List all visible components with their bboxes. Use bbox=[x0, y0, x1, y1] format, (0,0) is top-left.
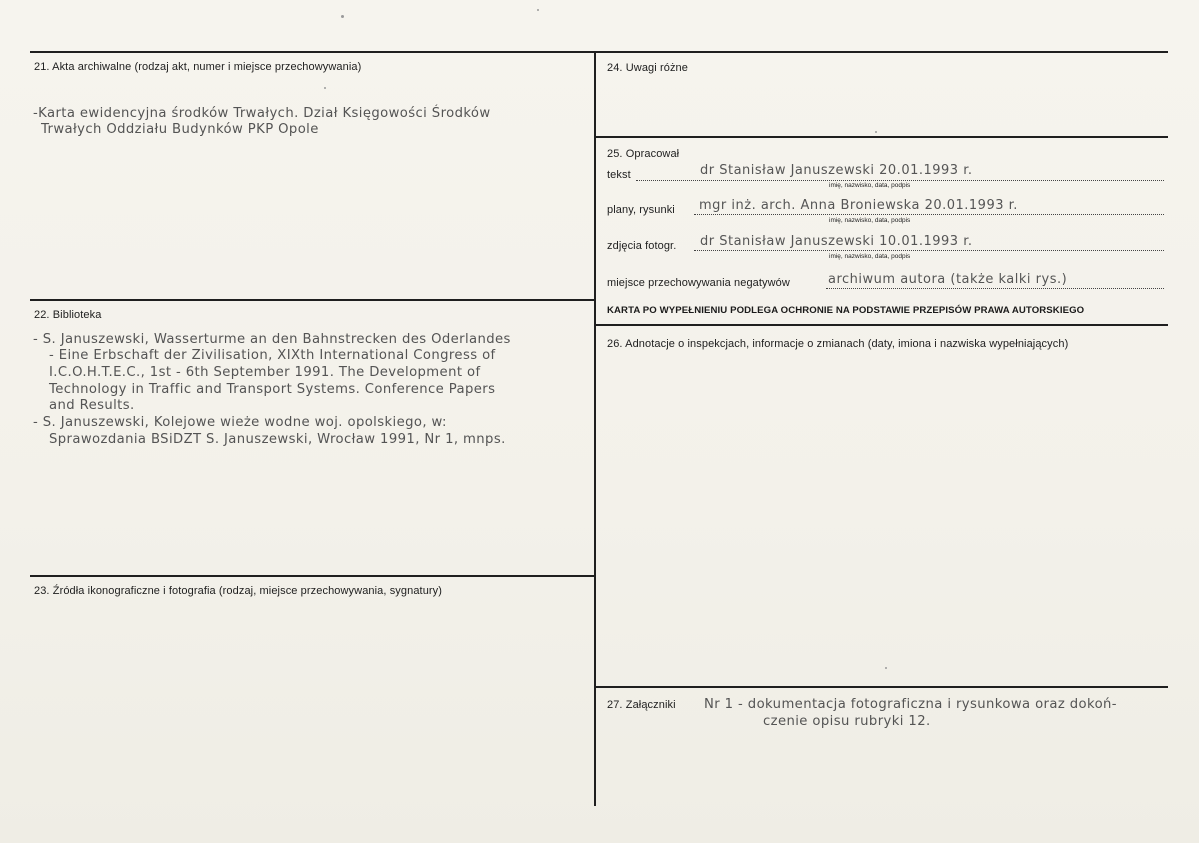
section-22-line-5: and Results. bbox=[49, 398, 135, 413]
section-27-line-1: Nr 1 - dokumentacja fotograficzna i rysunkowa oraz dokoń- bbox=[704, 697, 1117, 712]
paper-speck bbox=[875, 131, 877, 133]
rule-22-23 bbox=[30, 575, 596, 577]
rule-25-26 bbox=[596, 324, 1168, 326]
plans-author-value: mgr inż. arch. Anna Broniewska 20.01.1993 r. bbox=[699, 198, 1018, 213]
negatives-storage-line bbox=[826, 288, 1164, 289]
section-22-line-4: Technology in Traffic and Transport Systems. Conference Papers bbox=[49, 382, 496, 397]
rule-24-25 bbox=[596, 136, 1168, 138]
copyright-notice: KARTA PO WYPEŁNIENIU PODLEGA OCHRONIE NA PODSTAWIE PRZEPISÓW PRAWA AUTORSKIEGO bbox=[607, 305, 1085, 316]
section-25-title: 25. Opracował bbox=[607, 148, 680, 160]
paper-speck bbox=[324, 87, 326, 89]
section-26-title: 26. Adnotacje o inspekcjach, informacje o zmianach (daty, imiona i nazwiska wypełniających) bbox=[607, 338, 1069, 350]
section-21-line-2: Trwałych Oddziału Budynków PKP Opole bbox=[41, 122, 319, 137]
plans-author-label: plany, rysunki bbox=[607, 204, 675, 216]
section-21-title: 21. Akta archiwalne (rodzaj akt, numer i miejsce przechowywania) bbox=[34, 61, 362, 73]
section-22-line-3: I.C.O.H.T.E.C., 1st - 6th September 1991. The Development of bbox=[49, 365, 481, 380]
text-author-caption: imię, nazwisko, data, podpis bbox=[829, 182, 911, 189]
center-divider bbox=[594, 51, 596, 806]
rule-21-22 bbox=[30, 299, 596, 301]
top-rule-left bbox=[30, 51, 596, 53]
section-22-line-1: - S. Januszewski, Wasserturme an den Bahnstrecken des Oderlandes bbox=[33, 332, 511, 347]
section-27-title: 27. Załączniki bbox=[607, 699, 676, 711]
paper-speck bbox=[537, 9, 539, 11]
section-22-line-6: - S. Januszewski, Kolejowe wieże wodne woj. opolskiego, w: bbox=[33, 415, 447, 430]
plans-author-line bbox=[694, 214, 1164, 215]
plans-author-caption: imię, nazwisko, data, podpis bbox=[829, 217, 911, 224]
paper-speck bbox=[341, 15, 344, 18]
section-22-title: 22. Biblioteka bbox=[34, 309, 102, 321]
section-22-line-2: - Eine Erbschaft der Zivilisation, XIXth International Congress of bbox=[49, 348, 496, 363]
text-author-line bbox=[636, 180, 1164, 181]
photos-author-caption: imię, nazwisko, data, podpis bbox=[829, 253, 911, 260]
section-27-line-2: czenie opisu rubryki 12. bbox=[763, 714, 931, 729]
section-22-line-7: Sprawozdania BSiDZT S. Januszewski, Wrocław 1991, Nr 1, mnps. bbox=[49, 432, 506, 447]
paper-speck bbox=[885, 667, 887, 669]
section-24-title: 24. Uwagi różne bbox=[607, 62, 688, 74]
top-rule-right bbox=[596, 51, 1168, 53]
rule-26-27 bbox=[596, 686, 1168, 688]
text-author-value: dr Stanisław Januszewski 20.01.1993 r. bbox=[700, 163, 973, 178]
negatives-storage-label: miejsce przechowywania negatywów bbox=[607, 277, 790, 289]
section-23-title: 23. Źródła ikonograficzne i fotografia (rodzaj, miejsce przechowywania, sygnatury) bbox=[34, 585, 443, 597]
section-21-line-1: -Karta ewidencyjna środków Trwałych. Dział Księgowości Środków bbox=[33, 106, 491, 121]
photos-author-label: zdjęcia fotogr. bbox=[607, 240, 677, 252]
text-author-label: tekst bbox=[607, 169, 631, 181]
photos-author-line bbox=[694, 250, 1164, 251]
photos-author-value: dr Stanisław Januszewski 10.01.1993 r. bbox=[700, 234, 973, 249]
negatives-storage-value: archiwum autora (także kalki rys.) bbox=[828, 272, 1068, 287]
